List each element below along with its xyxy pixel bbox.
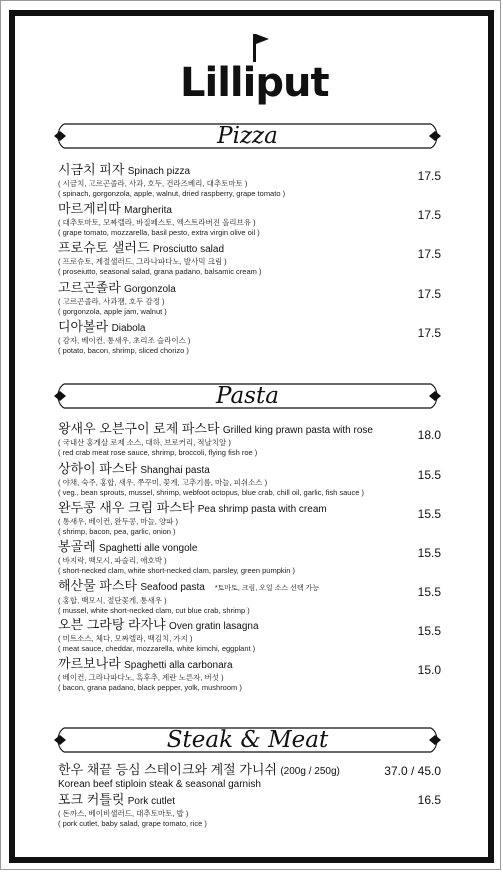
item-price: 18.0 [417, 428, 441, 442]
menu-item [58, 540, 448, 576]
flag-icon [253, 34, 256, 62]
item-name-kr: 디아볼라 [58, 319, 109, 334]
item-price: 15.5 [417, 507, 441, 521]
menu-item [58, 579, 448, 616]
item-name-kr: 포크 커틀릿 [58, 792, 125, 807]
item-ingredients-en: ( grape tomato, mozzarella, basil pesto, extra virgin olive oil ) [58, 228, 260, 237]
item-ingredients-en: ( gorgonzola, apple jam, walnut ) [58, 307, 167, 316]
menu-item [58, 763, 448, 790]
item-ingredients-en: ( bacon, grana padano, black pepper, yolk, mushroom ) [58, 683, 242, 692]
menu-item [58, 320, 448, 356]
menu-item [58, 422, 448, 458]
item-name-kr: 마르게리따 [58, 201, 121, 216]
item-price: 15.5 [417, 468, 441, 482]
item-price: 37.0 / 45.0 [384, 764, 441, 778]
item-ingredients-en: ( meat sauce, cheddar, mozzarella, white kimchi, eggplant ) [58, 644, 256, 653]
item-name-en: Pork cutlet [127, 796, 175, 807]
item-name-en: Margherita [124, 205, 172, 216]
item-ingredients-kr: ( 바지락, 백모시, 파슬리, 애호박 ) [58, 556, 167, 565]
item-ingredients-kr: ( 감자, 베이컨, 통새우, 초리조 슬라이스 ) [58, 336, 191, 345]
item-name-kr: 까르보나라 [58, 656, 121, 671]
item-name-kr: 왕새우 오븐구이 로제 파스타 [58, 421, 220, 436]
pizza-section-header [52, 121, 443, 151]
item-price: 17.5 [417, 169, 441, 183]
item-ingredients-kr: ( 고르곤졸라, 사과잼, 호두 감정 ) [58, 297, 165, 306]
item-name-kr: 한우 채끝 등심 스테이크와 계절 가니쉬 [58, 762, 277, 777]
item-name-en: Korean beef stiploin steak & seasonal garnish [58, 779, 261, 790]
pasta-section-header [52, 381, 443, 411]
item-price: 17.5 [417, 208, 441, 222]
menu-item [58, 657, 448, 693]
item-price: 15.5 [417, 546, 441, 560]
menu-item [58, 793, 448, 829]
item-ingredients-kr: ( 통새우, 베이컨, 완두콩, 마늘, 양파 ) [58, 517, 179, 526]
item-name-kr: 해산물 파스타 [58, 578, 137, 593]
menu-item [58, 618, 448, 654]
item-name-kr: 고르곤졸라 [58, 280, 121, 295]
item-ingredients-kr: ( 국내산 홍게살 로제 소스, 대하, 브로커리, 적날치알 ) [58, 438, 231, 447]
item-price: 15.0 [417, 663, 441, 677]
item-ingredients-kr: ( 프로슈토, 계절샐러드, 그라나파다노, 발사믹 크림 ) [58, 257, 227, 266]
item-ingredients-en: ( pork cutlet, baby salad, grape tomato, rice ) [58, 819, 207, 828]
item-name-kr: 상하이 파스타 [58, 461, 137, 476]
item-name-kr: 봉골레 [58, 539, 96, 554]
menu-item [58, 462, 448, 498]
menu-item [58, 281, 448, 317]
item-ingredients-kr: ( 홍합, 백모시, 절단꽃게, 통새우 ) [58, 596, 167, 605]
item-ingredients-en: ( mussel, white short-necked clam, cut blue crab, shrimp ) [58, 606, 250, 615]
item-price: 17.5 [417, 287, 441, 301]
item-ingredients-kr: ( 야채, 숙주, 홍합, 새우, 쭈꾸미, 꽃게, 고추기름, 마늘, 피쉬소스 ) [58, 478, 268, 487]
item-ingredients-kr: ( 미트소스, 체다, 모짜렐라, 백김치, 가지 ) [58, 634, 193, 643]
item-ingredients-en: ( shrimp, bacon, pea, garlic, onion ) [58, 527, 176, 536]
menu-item [58, 163, 448, 199]
menu-item [58, 501, 448, 537]
item-ingredients-kr: ( 대추토마토, 모짜렐라, 바질페스토, 엑스트라버진 올리브유 ) [58, 218, 256, 227]
item-name-en: Seafood pasta [140, 582, 205, 593]
item-name-kr: 시금치 피자 [58, 162, 125, 177]
item-name-en: Oven gratin lasagna [169, 621, 259, 632]
logo-text: Lilliput [180, 60, 329, 106]
item-name-en: Spaghetti alle vongole [99, 543, 198, 554]
item-name-en: Gorgonzola [124, 284, 176, 295]
item-name-kr: 오븐 그라탕 라자냐 [58, 617, 166, 632]
item-name-en: Grilled king prawn pasta with rose [222, 425, 373, 436]
item-ingredients-kr: ( 돈까스, 베이비샐러드, 대추토마토, 밥 ) [58, 809, 189, 818]
item-name-en: Diabola [111, 323, 146, 334]
item-ingredients-en: ( short-necked clam, white short-necked clam, parsley, green pumpkin ) [58, 566, 296, 575]
item-price: 15.5 [417, 624, 441, 638]
item-ingredients-en: ( veg., bean sprouts, mussel, shrimp, webfoot octopus, blue crab, chill oil, garlic, fish sauce ) [58, 488, 364, 497]
item-price: 16.5 [417, 793, 441, 807]
item-ingredients-kr: ( 시금치, 고르곤졸라, 사과, 호두, 건라즈베리, 대추토마토 ) [58, 179, 248, 188]
item-name-kr: 프로슈토 샐러드 [58, 240, 150, 255]
item-ingredients-en: ( potato, bacon, shrimp, sliced chorizo ) [58, 346, 189, 355]
item-name-en: Spinach pizza [127, 166, 191, 177]
item-note: *토마토, 크림, 오일 소스 선택 가능 [214, 585, 320, 592]
item-ingredients-en: ( spinach, gorgonzola, apple, walnut, dried raspberry, grape tomato ) [58, 189, 286, 198]
item-name-en: Prosciutto salad [152, 244, 225, 255]
menu-item [58, 202, 448, 238]
section-title: Pasta [216, 383, 279, 409]
menu-item [58, 241, 448, 277]
item-price: 17.5 [417, 326, 441, 340]
item-name-en: Spaghetti alla carbonara [124, 660, 233, 671]
item-ingredients-kr: ( 베이컨, 그라나파다노, 흑후추, 계란 노른자, 버섯 ) [58, 673, 224, 682]
item-name-en: Shanghai pasta [140, 465, 210, 476]
item-ingredients-en: ( red crab meat rose sauce, shrimp, broccoli, flying fish roe ) [58, 448, 258, 457]
item-ingredients-en: ( proseiutto, seasonal salad, grana padano, balsamic cream ) [58, 267, 262, 276]
item-price: 17.5 [417, 247, 441, 261]
item-price: 15.5 [417, 585, 441, 599]
steak-section-header [52, 725, 443, 755]
section-title: Steak & Meat [166, 727, 329, 753]
item-name-en: Pea shrimp pasta with cream [197, 504, 327, 515]
item-size: (200g / 250g) [280, 766, 340, 777]
logo [180, 30, 329, 108]
item-name-kr: 완두콩 새우 크림 파스타 [58, 500, 195, 515]
section-title: Pizza [217, 123, 278, 149]
